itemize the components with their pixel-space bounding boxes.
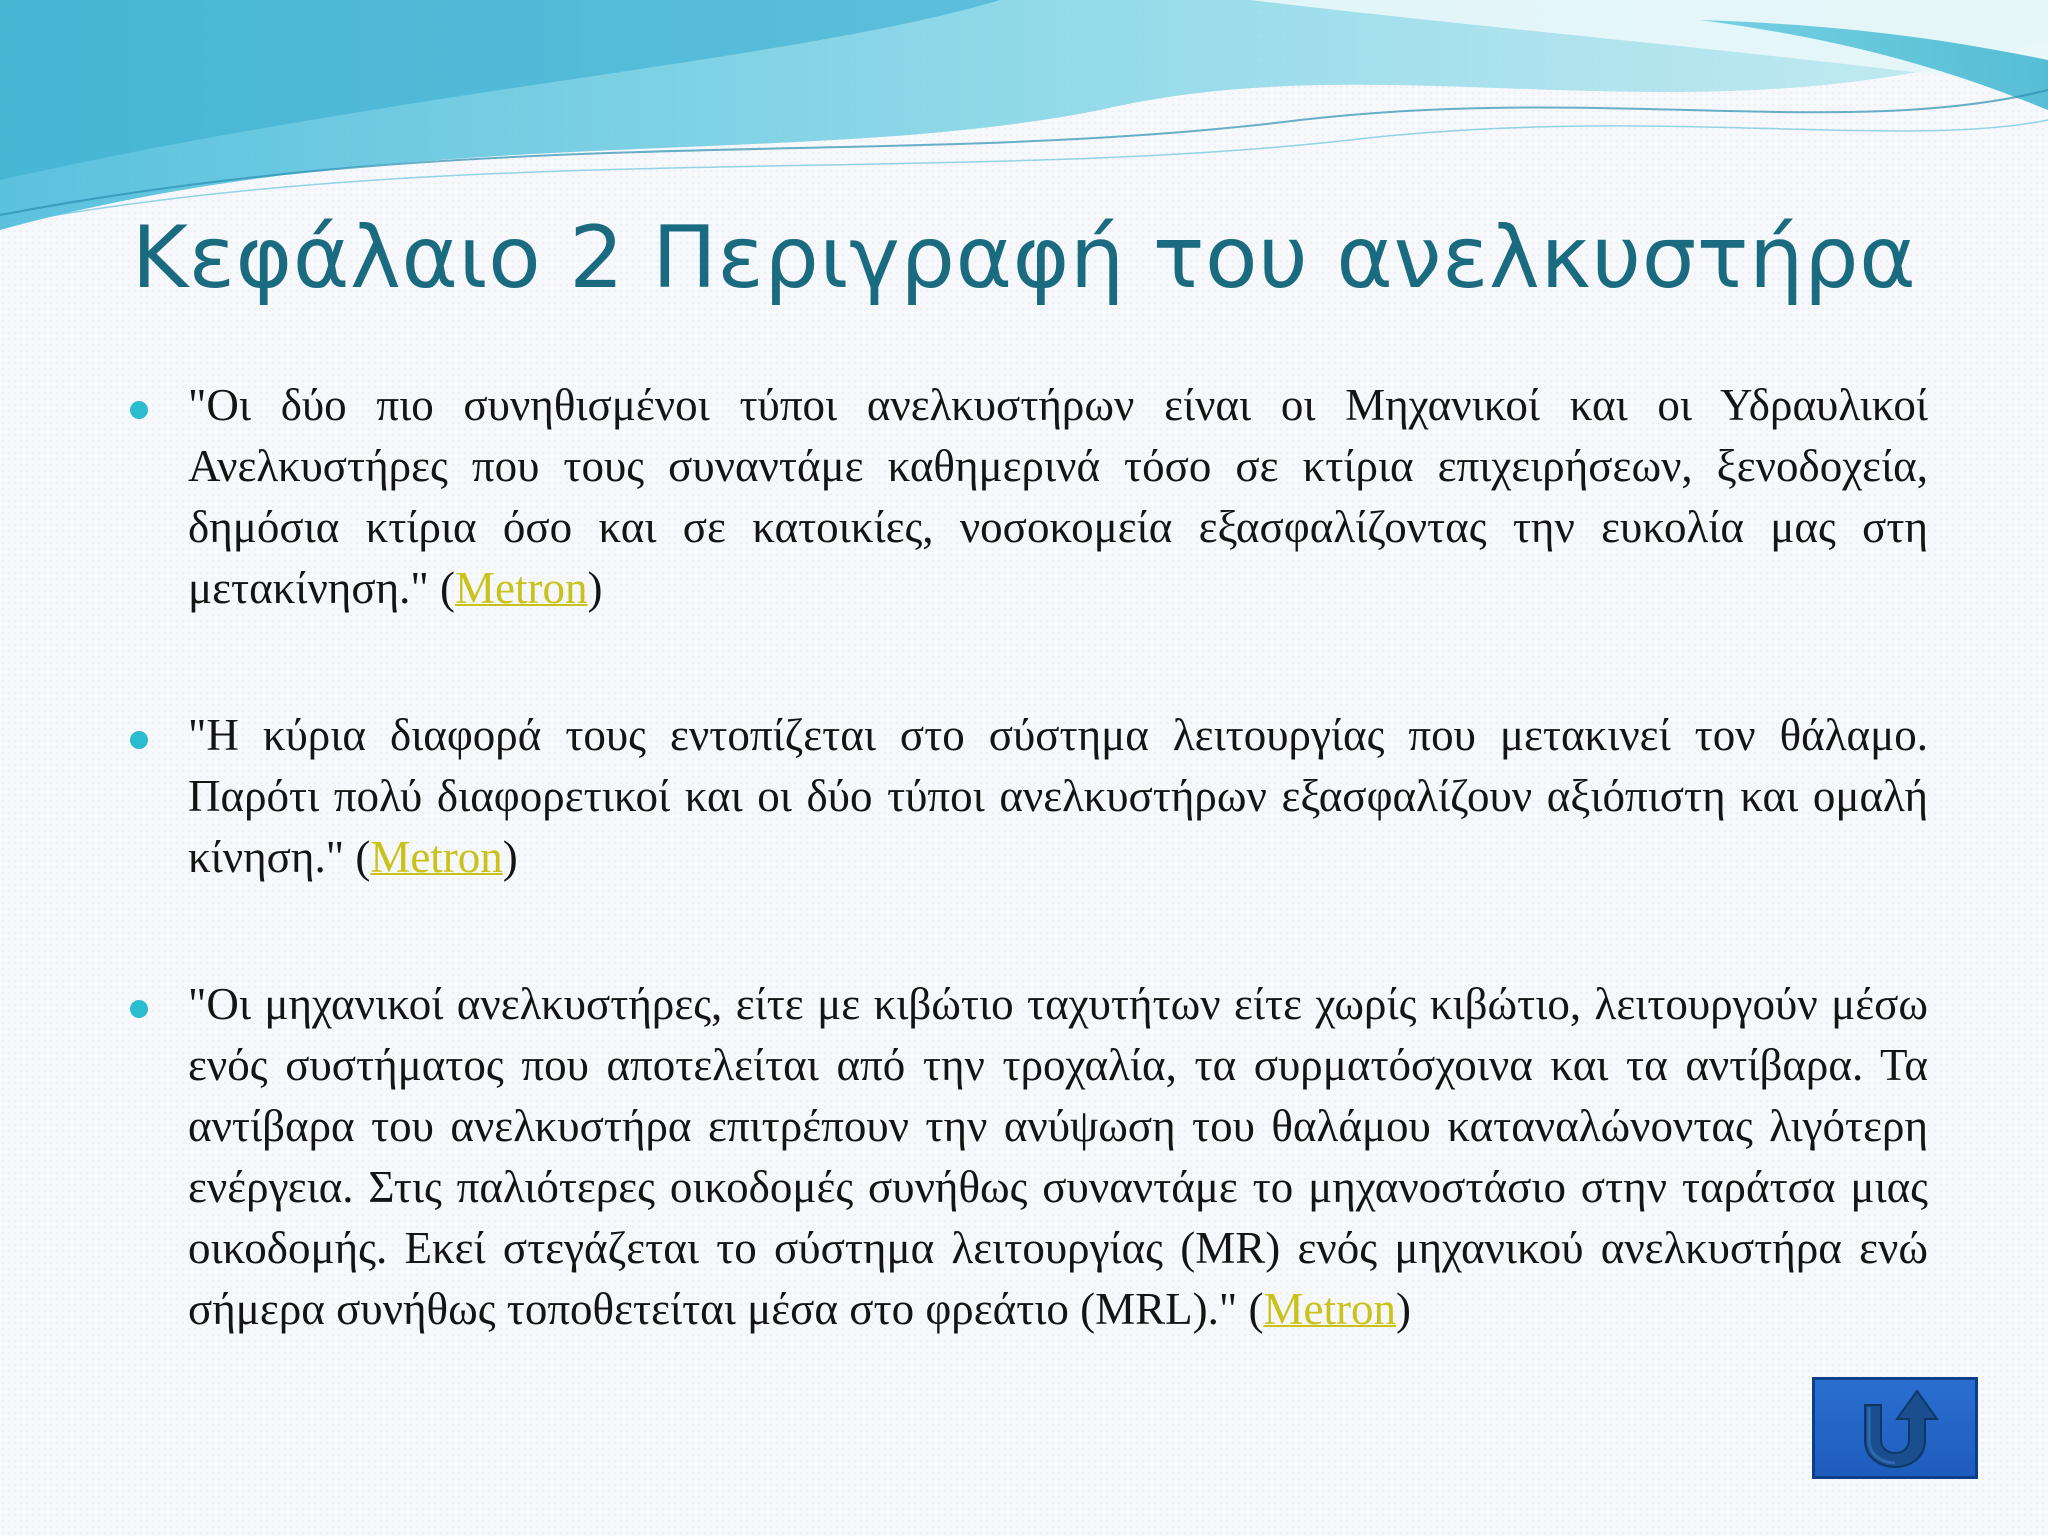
bullet-text — [188, 705, 1928, 888]
bullet-dot-icon — [130, 401, 148, 419]
bullet-close-paren: ) — [502, 832, 518, 882]
bullet-body: "Οι δύο πιο συνηθισμένοι τύποι ανελκυστήρων είναι οι Μηχανικοί και οι Υδραυλικοί Ανελκυστήρες που τους συναντάμε καθημερινά τόσο σε κτίρια επιχειρήσεων, ξενοδοχεία, δημόσια κτίρια όσο και σε κατοικίες, νοσοκομεία εξασφαλίζοντας την ευκολία μας στη μετακίνηση." ( — [188, 380, 1928, 613]
slide-title: Κεφάλαιο 2 Περιγραφή του ανελκυστήρα — [131, 208, 1917, 308]
bullet-dot-icon — [130, 1000, 148, 1018]
bullet-text — [188, 375, 1928, 619]
metron-link[interactable]: Metron — [1263, 1284, 1396, 1334]
bullet-dot-icon — [130, 731, 148, 749]
bullet-item — [130, 974, 1928, 1340]
back-navigation-button[interactable] — [1812, 1377, 1978, 1479]
bullet-list — [130, 375, 1928, 1340]
bullet-text — [188, 974, 1928, 1340]
bullet-body: "Η κύρια διαφορά τους εντοπίζεται στο σύστημα λειτουργίας που μετακινεί τον θάλαμο. Παρότι πολύ διαφορετικοί και οι δύο τύποι ανελκυστήρων εξασφαλίζουν αξιόπιστη και ομαλή κίνηση." ( — [188, 710, 1928, 882]
bullet-item — [130, 375, 1928, 619]
u-turn-arrow-icon — [1835, 1385, 1955, 1471]
metron-link[interactable]: Metron — [455, 563, 588, 613]
metron-link[interactable]: Metron — [370, 832, 503, 882]
bullet-body: "Οι μηχανικοί ανελκυστήρες, είτε με κιβώτιο ταχυτήτων είτε χωρίς κιβώτιο, λειτουργούν μέσω ενός συστήματος που αποτελείται από την τροχαλία, τα συρματόσχοινα και τα αντίβαρα. Τα αντίβαρα του ανελκυστήρα επιτρέπουν την ανύψωση του θαλάμου καταναλώνοντας λιγότερη ενέργεια. Στις παλιότερες οικοδομές συνήθως συναντάμε το μηχανοστάσιο στην ταράτσα μιας οικοδομής. Εκεί στεγάζεται το σύστημα λειτουργίας (MR) ενός μηχανικού ανελκυστήρα ενώ σήμερα συνήθως τοποθετείται μέσα στο φρεάτιο (MRL)." ( — [188, 979, 1928, 1334]
bullet-item — [130, 705, 1928, 888]
bullet-close-paren: ) — [587, 563, 603, 613]
bullet-close-paren: ) — [1395, 1284, 1411, 1334]
